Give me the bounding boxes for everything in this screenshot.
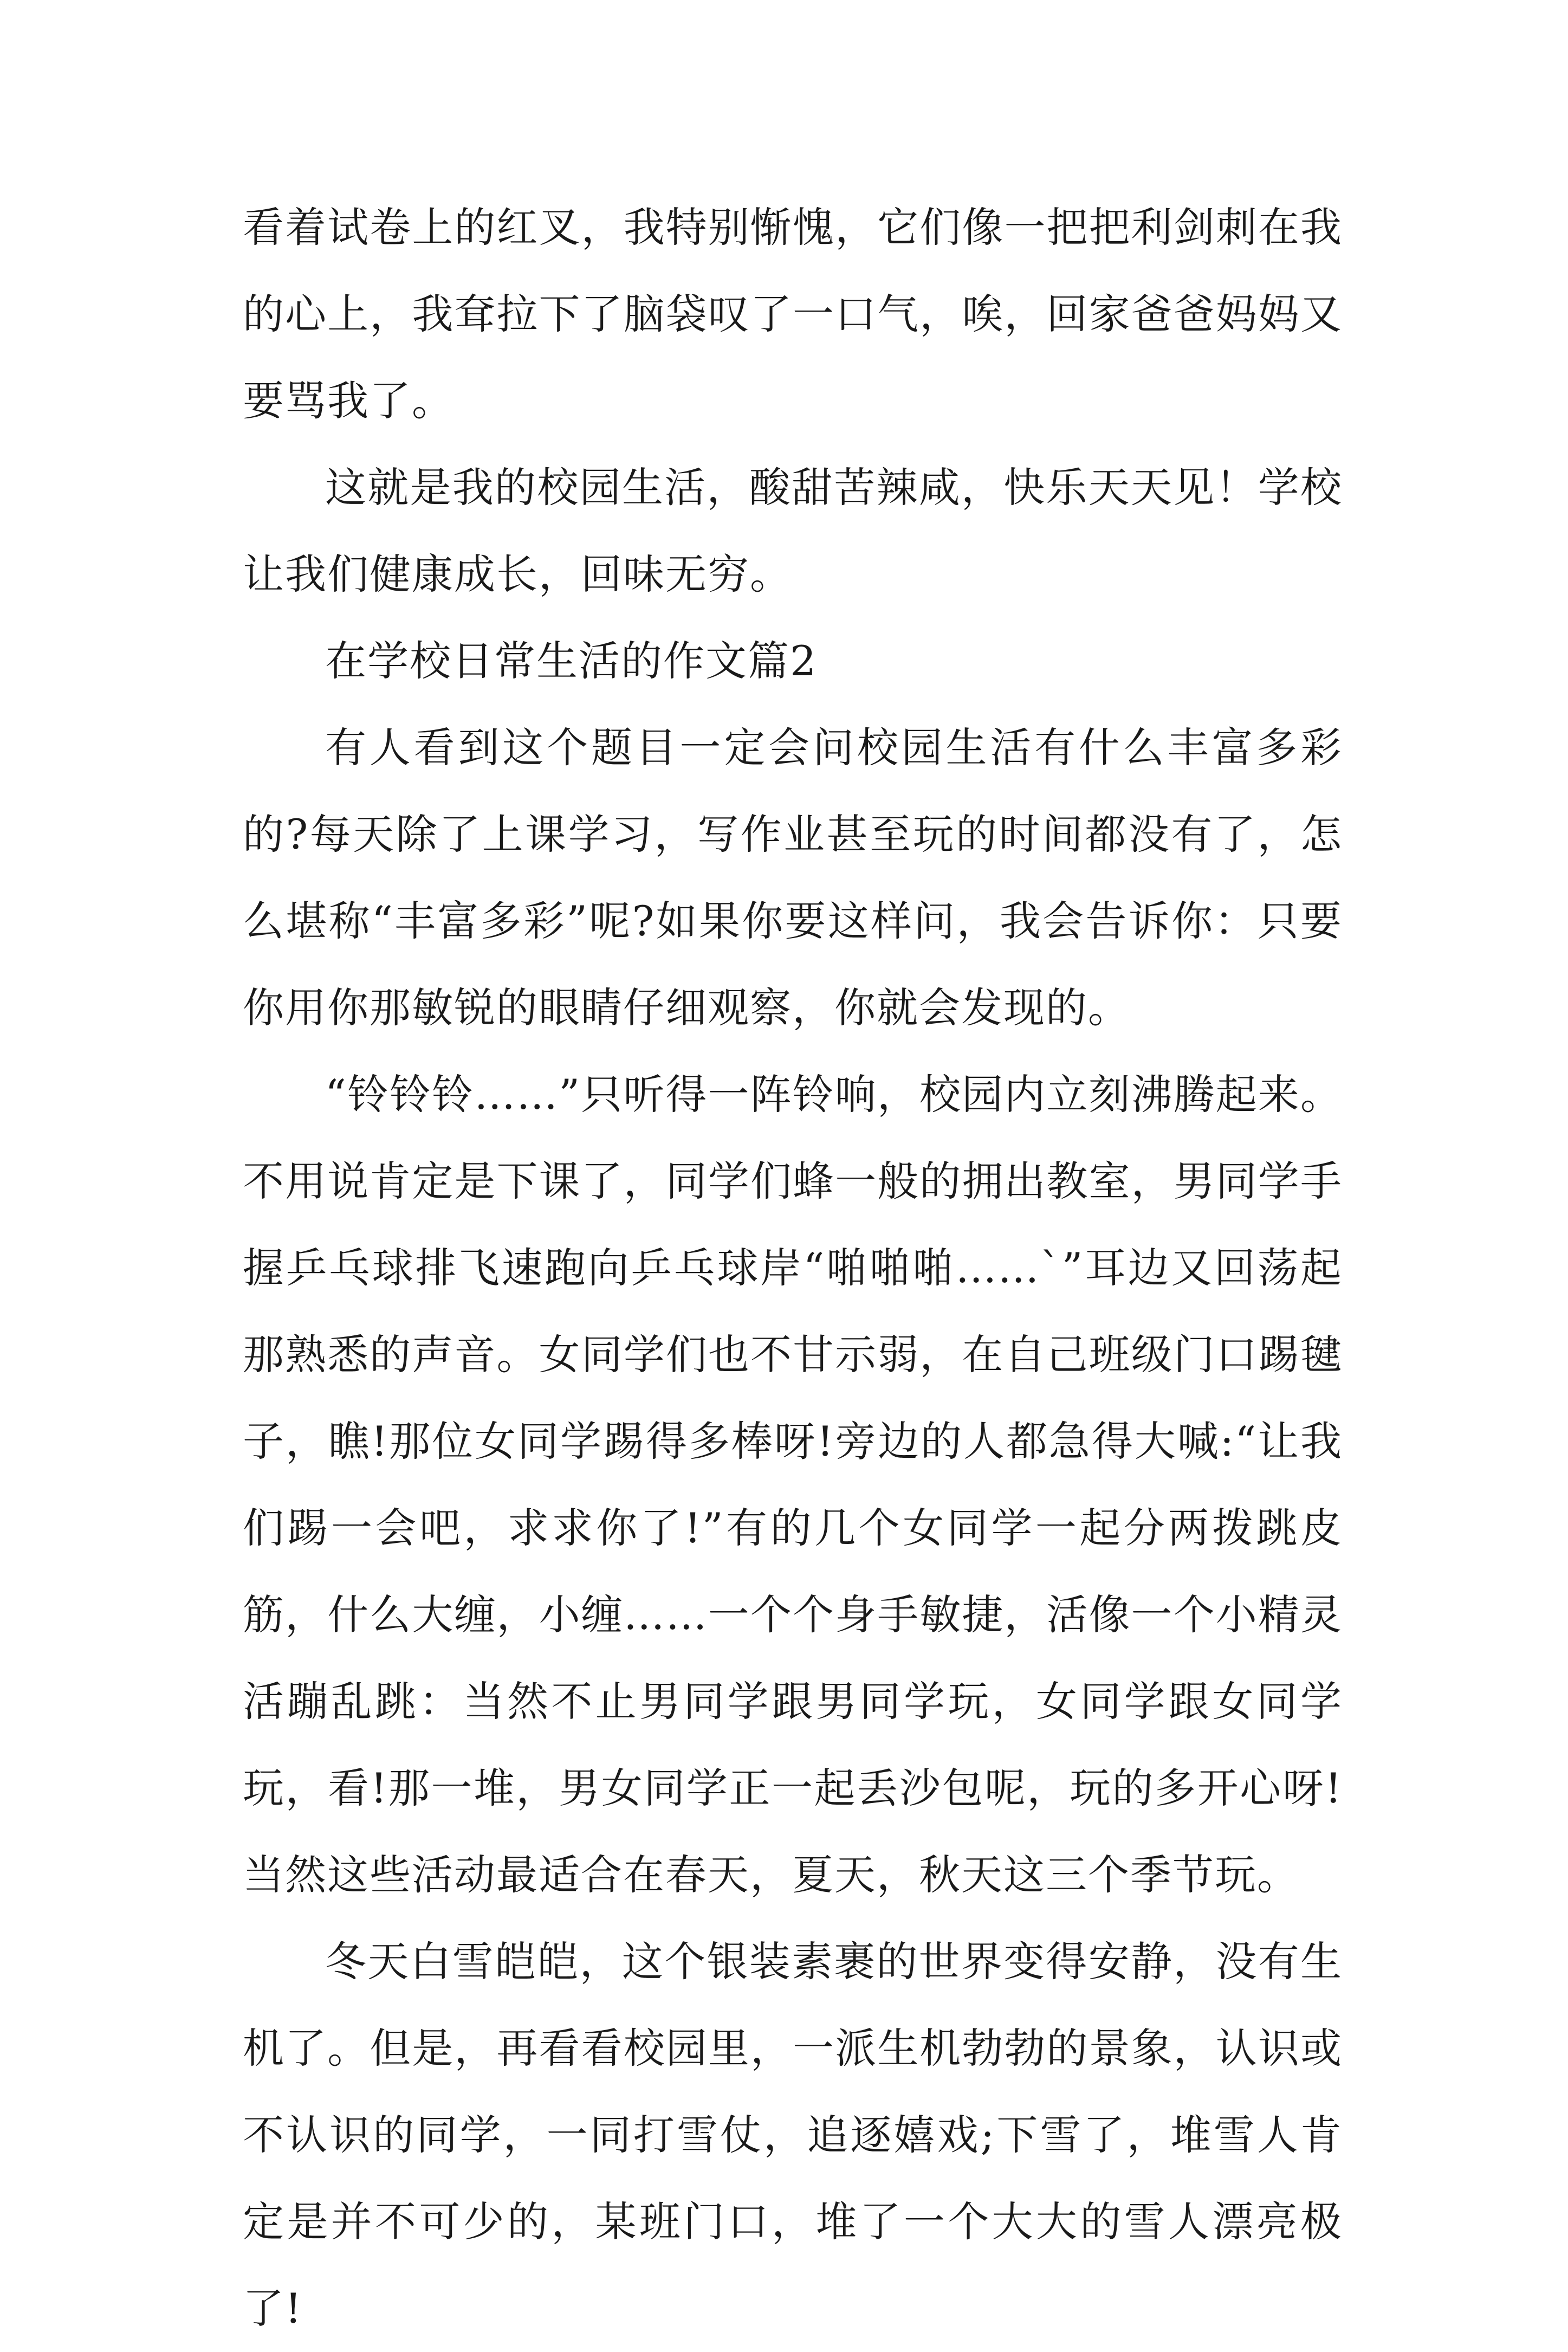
document-body — [243, 184, 1343, 2352]
section-heading: 在学校日常生活的作文篇2 — [325, 637, 818, 685]
paragraph-3: 有人看到这个题目一定会问校园生活有什么丰富多彩的?每天除了上课学习，写作业甚至玩的时间都没有了，怎么堪称“丰富多彩”呢?如果你要这样问，我会告诉你：只要你用你那敏锐的眼睛仔细观察，你就会发现的。 — [243, 723, 1343, 1032]
paragraph-2: 这就是我的校园生活，酸甜苦辣咸，快乐天天见！学校让我们健康成长，回味无穷。 — [243, 463, 1343, 598]
paragraph-1: 看着试卷上的红叉，我特别惭愧，它们像一把把利剑刺在我的心上，我耷拉下了脑袋叹了一口气，唉，回家爸爸妈妈又要骂我了。 — [243, 203, 1343, 425]
paragraph-5: 冬天白雪皑皑，这个银装素裹的世界变得安静，没有生机了。但是，再看看校园里，一派生机勃勃的景象，认识或不认识的同学，一同打雪仗，追逐嬉戏;下雪了，堆雪人肯定是并不可少的，某班门口，堆了一个大大的雪人漂亮极了! — [243, 1937, 1343, 2332]
paragraph-4: “铃铃铃……”只听得一阵铃响，校园内立刻沸腾起来。不用说肯定是下课了，同学们蜂一般的拥出教室，男同学手握乒乓球排飞速跑向乒乓球岸“啪啪啪……`”耳边又回荡起那熟悉的声音。女同学们也不甘示弱，在自己班级门口踢毽子，瞧!那位女同学踢得多棒呀!旁边的人都急得大喊:“让我们踢一会吧，求求你了!”有的几个女同学一起分两拨跳皮筋，什么大缠，小缠……一个个身手敏捷，活像一个小精灵活蹦乱跳：当然不止男同学跟男同学玩，女同学跟女同学玩，看!那一堆，男女同学正一起丢沙包呢，玩的多开心呀!当然这些活动最适合在春天，夏天，秋天这三个季节玩。 — [243, 1070, 1343, 1899]
